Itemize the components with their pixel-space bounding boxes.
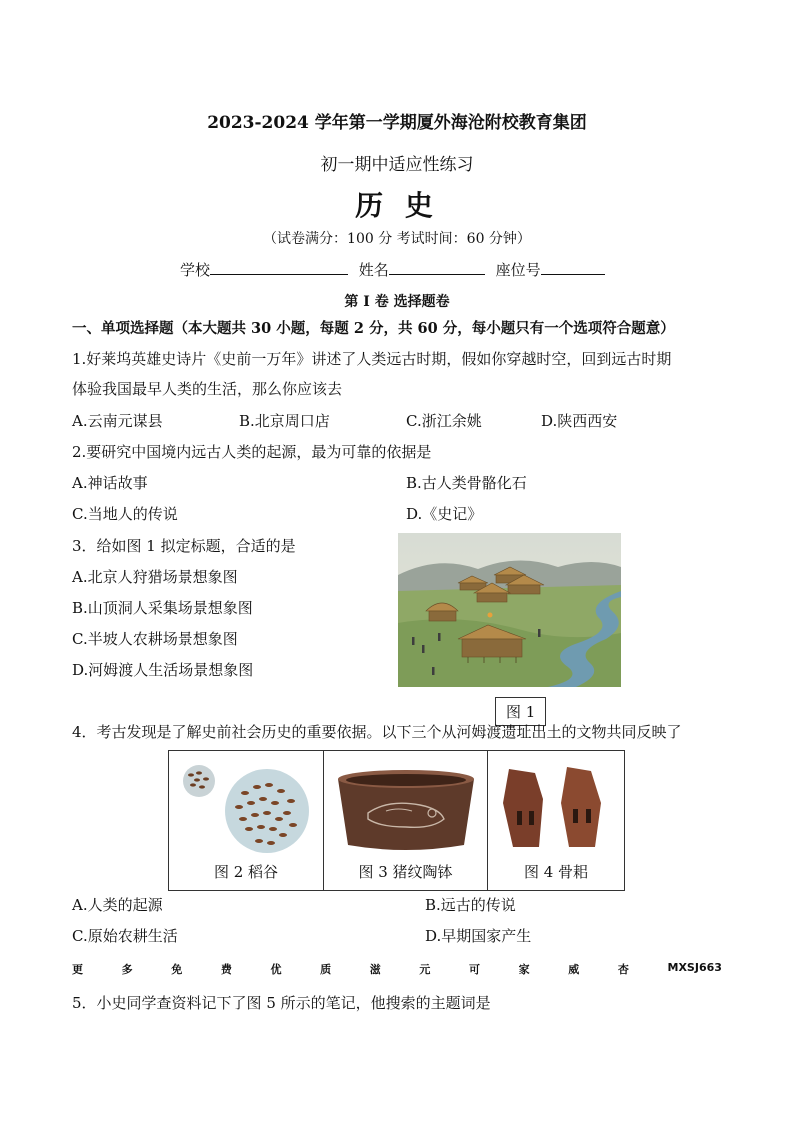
q1-option-a[interactable]: A.云南元谋县 — [72, 412, 163, 430]
q3-stem: 3．给如图 1 拟定标题，合适的是 — [72, 537, 296, 555]
watermark-char: 更 — [72, 963, 83, 976]
watermark-char: 费 — [220, 963, 232, 976]
q3-option-b[interactable]: B.山顶洞人采集场景想象图 — [72, 599, 253, 617]
watermark-char: 杏 — [617, 963, 629, 976]
q3-option-a[interactable]: A.北京人狩猎场景想象图 — [72, 568, 238, 586]
figure4-cell — [488, 751, 625, 891]
q1-stem-line1: 1.好莱坞英雄史诗片《史前一万年》讲述了人类远古时期，假如你穿越时空，回到远古时期 — [72, 350, 672, 368]
q4-option-c[interactable]: C.原始农耕生活 — [72, 927, 178, 945]
figure2-cell — [169, 751, 324, 891]
q4-option-a[interactable]: A.人类的起源 — [72, 896, 163, 914]
info-fields — [180, 258, 605, 280]
q2-option-c[interactable]: C.当地人的传说 — [72, 505, 178, 523]
part-title: 一、单项选择题（本大题共 30 小题，每题 2 分，共 60 分，每小题只有一个选项符合题意） — [72, 320, 675, 337]
artifact-figures — [168, 750, 625, 891]
bone-spade-image — [491, 763, 621, 855]
q4-stem: 4．考古发现是了解史前社会历史的重要依据。以下三个从河姆渡遗址出土的文物共同反映了 — [72, 723, 682, 741]
seat-label: 座位号 — [495, 261, 541, 279]
q2-stem: 2.要研究中国境内远古人类的起源，最为可靠的依据是 — [72, 443, 432, 461]
figure1-caption: 图 1 — [495, 697, 546, 726]
q2-option-d[interactable]: D.《史记》 — [406, 505, 483, 523]
watermark-char: 质 — [320, 963, 332, 976]
q1-option-b[interactable]: B.北京周口店 — [239, 412, 330, 430]
q1-option-d[interactable]: D.陕西西安 — [541, 412, 618, 430]
figure3-caption: 图 3 猪纹陶钵 — [358, 863, 453, 881]
q1-stem-line2: 体验我国最早人类的生活，那么你应该去 — [72, 380, 343, 398]
rice-grains-image — [171, 763, 321, 855]
subject-title: 历 史 — [355, 189, 439, 222]
q2-option-a[interactable]: A.神话故事 — [72, 474, 148, 492]
figure4-caption: 图 4 骨耜 — [523, 863, 589, 881]
watermark-char: 优 — [270, 963, 282, 976]
name-label: 姓名 — [358, 261, 389, 279]
pig-pottery-bowl-image — [328, 763, 484, 855]
watermark-char: 威 — [568, 963, 580, 976]
watermark-char: 滋 — [369, 963, 381, 976]
exam-subtitle: 初一期中适应性练习 — [320, 155, 474, 175]
school-field[interactable] — [210, 258, 348, 275]
name-field[interactable] — [389, 258, 485, 275]
figure3-cell — [324, 751, 488, 891]
exam-info: （试卷满分：100 分 考试时间：60 分钟） — [263, 231, 531, 247]
seat-field[interactable] — [541, 258, 605, 275]
watermark-char: 元 — [419, 963, 431, 976]
watermark-char: 可 — [469, 963, 480, 976]
volume-title: 第 I 卷 选择题卷 — [344, 294, 450, 310]
watermark-code: MXSJ663 — [667, 961, 722, 974]
q2-option-b[interactable]: B.古人类骨骼化石 — [406, 474, 527, 492]
q4-option-b[interactable]: B.远古的传说 — [425, 896, 516, 914]
figure2-caption: 图 2 稻谷 — [213, 863, 279, 881]
q5-stem: 5．小史同学查资料记下了图 5 所示的笔记，他搜索的主题词是 — [72, 994, 491, 1012]
watermark-line — [72, 961, 722, 977]
school-label: 学校 — [180, 261, 211, 279]
hemudu-village-illustration — [398, 533, 621, 687]
watermark-char: 家 — [518, 963, 530, 976]
watermark-char: 免 — [171, 963, 183, 976]
q1-option-c[interactable]: C.浙江余姚 — [406, 412, 482, 430]
q3-option-d[interactable]: D.河姆渡人生活场景想象图 — [72, 661, 254, 679]
q3-option-c[interactable]: C.半坡人农耕场景想象图 — [72, 630, 238, 648]
exam-title: 2023-2024 学年第一学期厦外海沧附校教育集团 — [207, 113, 587, 133]
q4-option-d[interactable]: D.早期国家产生 — [425, 927, 532, 945]
watermark-char: 多 — [121, 963, 133, 976]
